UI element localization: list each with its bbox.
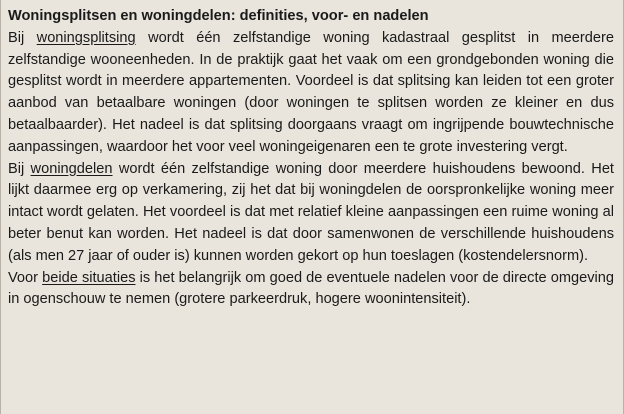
- term-woningdelen: woningdelen: [30, 160, 113, 177]
- paragraph-text: wordt één zelfstandige woning kadastraal gesplitst in meerdere zelfstandige wooneenheden. In de praktijk gaat het vaak om een grondgebonden woning die gesplitst wordt in meerdere appartementen. Voordeel is dat splitsing kan leiden tot een groter aanbod van betaalbare woningen (door woningen te splitsen worden ze kleiner en dus betaalbaarder). Het nadeel is dat splitsing doorgaans vraagt om ingrijpende bouwtechnische aanpassingen, waardoor het voor veel woningeigenaren een te grote investering vergt.: [8, 29, 614, 155]
- paragraph-intro: Bij: [8, 29, 37, 46]
- term-woningsplitsing: woningsplitsing: [36, 29, 136, 46]
- paragraph-text: is het belangrijk om goed de eventuele nadelen voor de directe omgeving in ogenschouw te nemen (grotere parkeerdruk, hogere woonintensiteit).: [8, 269, 614, 308]
- paragraph-beide-situaties: [8, 268, 614, 312]
- paragraph-woningsplitsing: [8, 28, 614, 159]
- paragraph-woningdelen: [8, 159, 614, 268]
- paragraph-intro: Bij: [8, 160, 31, 177]
- paragraph-text: wordt één zelfstandige woning door meerdere huishoudens bewoond. Het lijkt daarmee erg op verkamering, zij het dat bij woningdelen de oorspronkelijke woning meer intact wordt gelaten. Het voordeel is dat met relatief kleine aanpassingen een ruime woning al beter benut kan worden. Het nadeel is dat door samenwonen de verschillende huishoudens (als men 27 jaar of ouder is) kunnen worden gekort op hun toeslagen (kostendelersnorm).: [8, 160, 614, 264]
- paragraph-intro: Voor: [8, 269, 43, 286]
- term-beide-situaties: beide situaties: [42, 269, 136, 286]
- document-title: Woningsplitsen en woningdelen: definities, voor- en nadelen: [8, 8, 429, 24]
